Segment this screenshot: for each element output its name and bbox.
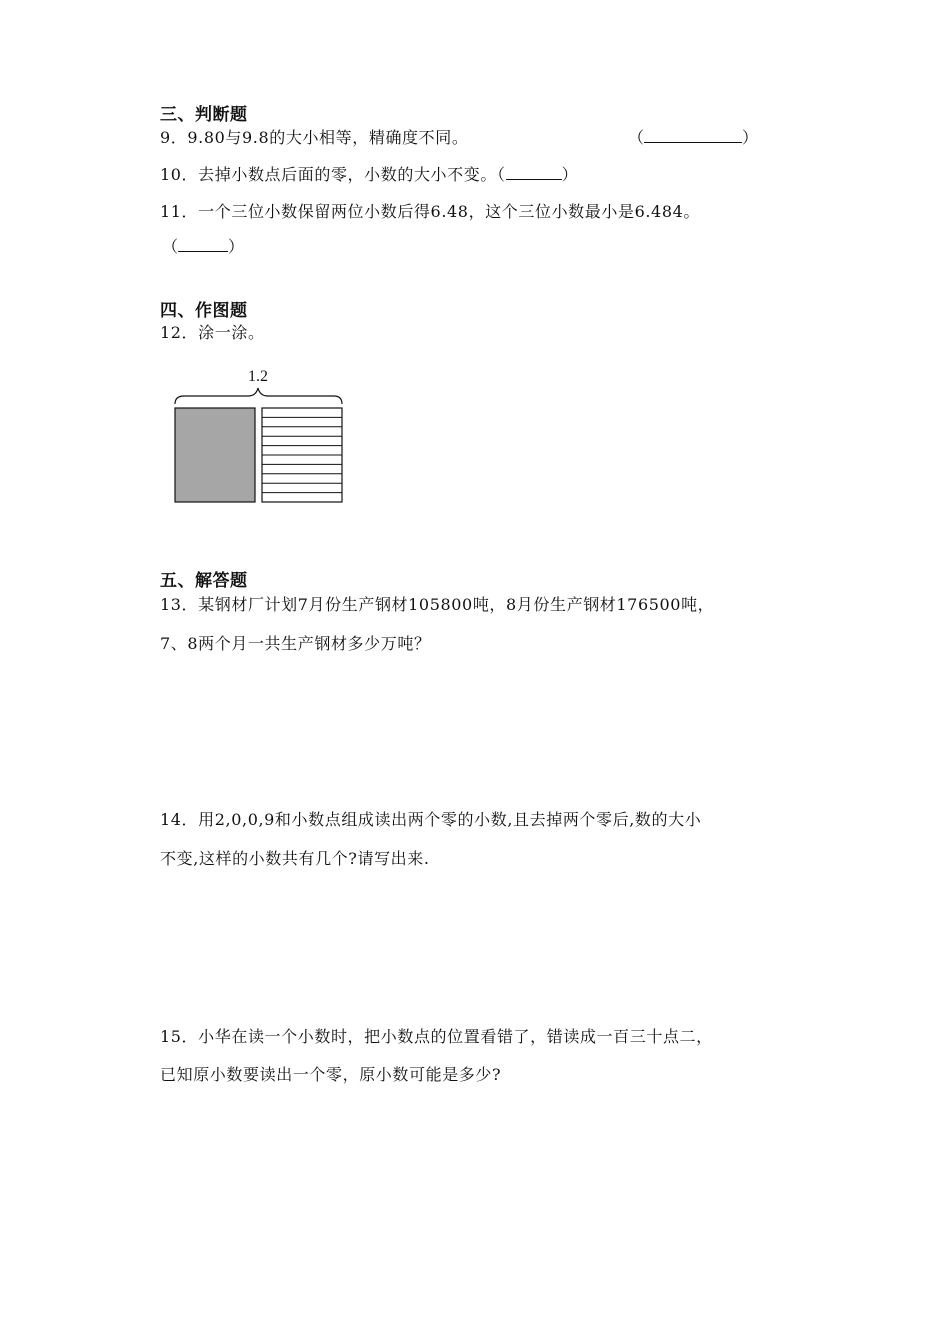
close-paren: ） — [228, 237, 245, 256]
question-14-line-2: 不变,这样的小数共有几个?请写出来. — [160, 849, 430, 868]
question-9 — [160, 125, 468, 148]
decimal-figure-svg — [170, 360, 350, 510]
open-paren: （ — [628, 128, 645, 147]
question-13-line-2: 7、8两个月一共生产钢材多少万吨？ — [160, 634, 431, 653]
question-10-answer-blank[interactable] — [497, 165, 578, 184]
close-paren: ） — [742, 128, 759, 147]
answer-line — [506, 165, 562, 180]
question-15-line-1: 15．小华在读一个小数时，把小数点的位置看错了，错读成一百三十点二， — [160, 1027, 713, 1046]
close-paren: ） — [561, 165, 579, 184]
answer-line — [644, 128, 742, 143]
open-paren: （ — [162, 237, 179, 256]
open-paren: （ — [496, 165, 506, 184]
answer-line — [178, 237, 228, 252]
question-11: 11．一个三位小数保留两位小数后得6.48，这个三位小数最小是6.484。 — [160, 202, 700, 221]
section-heading-solve: 五、解答题 — [160, 571, 248, 591]
question-12: 12．涂一涂。 — [160, 323, 265, 342]
question-13-line-1: 13．某钢材厂计划7月份生产钢材105800吨，8月份生产钢材176500吨， — [160, 595, 715, 614]
question-9-answer-blank[interactable] — [628, 125, 758, 148]
figure-label: 1.2 — [248, 368, 268, 385]
shaded-whole-square — [175, 408, 255, 502]
question-11-answer-blank[interactable] — [162, 234, 244, 257]
question-9-text: 9．9.80与9.8的大小相等，精确度不同。 — [160, 128, 469, 147]
section-heading-draw: 四、作图题 — [160, 301, 248, 321]
section-heading-judge: 三、判断题 — [160, 105, 248, 125]
brace-shape — [175, 388, 342, 404]
question-15-line-2: 已知原小数要读出一个零，原小数可能是多少? — [160, 1065, 502, 1084]
question-10-text: 10．去掉小数点后面的零，小数的大小不变。 — [160, 165, 497, 184]
question-10 — [160, 162, 578, 185]
coloring-figure[interactable] — [170, 360, 350, 514]
question-14-line-1: 14．用2,0,0,9和小数点组成读出两个零的小数,且去掉两个零后,数的大小 — [160, 810, 702, 829]
